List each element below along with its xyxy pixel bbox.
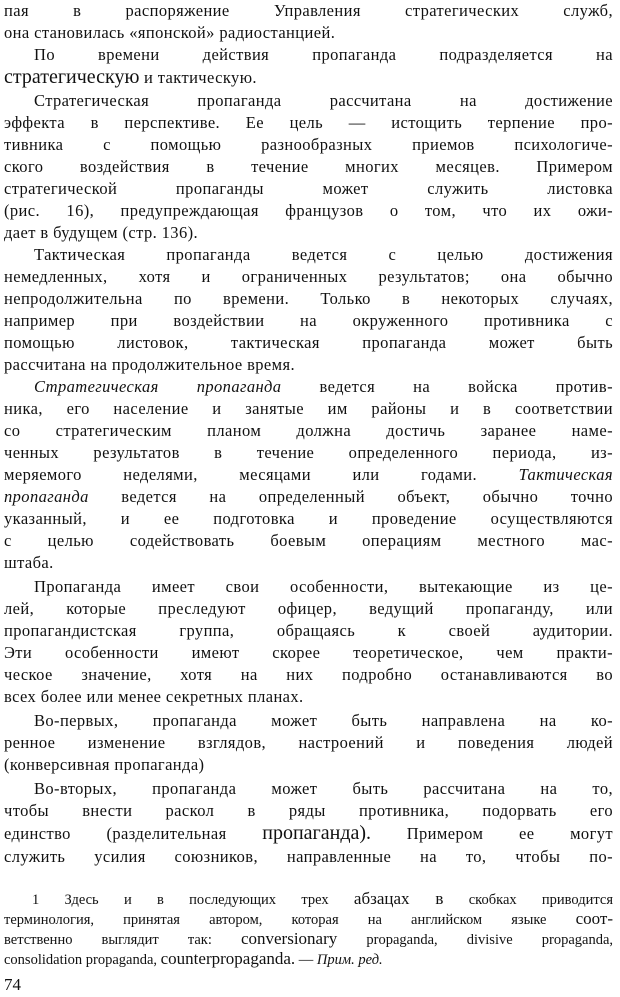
emphasized-term: стратегическую (4, 66, 140, 88)
footnote-marker: 1 (32, 892, 40, 908)
italic-term: пропаганда (4, 487, 89, 506)
text-fragment: соот- (575, 909, 613, 928)
italic-term: Тактическая (518, 465, 613, 484)
text-line: служить усилия союзников, направленные на то, чтобы по- (4, 847, 613, 866)
text-line (4, 464, 613, 486)
paragraph-start: Пропаганда имеет свои особенности, вытекающие из це- (34, 577, 613, 596)
text-line: эффекта в перспективе. Ее цель — истощить терпение про- (4, 113, 613, 132)
footnote-line (4, 909, 613, 929)
emphasized-term: пропаганда). (262, 822, 372, 844)
text-line (4, 66, 613, 88)
page-number: 74 (4, 975, 21, 994)
text-fragment: меряемого неделями, месяцами или годами. (4, 465, 478, 484)
text-line: тивника с помощью разнообразных приемов психологиче- (4, 135, 613, 154)
text-line (4, 822, 613, 844)
text-line: рассчитана на продолжительное время. (4, 355, 296, 374)
text-fragment: абзацах в (353, 889, 444, 908)
text-line: ского воздействия в течение многих месяцев. Примером (4, 157, 613, 176)
text-fragment: ведется на определенный объект, обычно точно (121, 487, 613, 506)
text-fragment: единство (разделительная (4, 824, 227, 843)
paragraph-start: Стратегическая пропаганда рассчитана на достижение (34, 91, 613, 110)
text-fragment: consolidation propaganda, (4, 952, 158, 968)
text-line: со стратегическим планом должна достичь заранее наме- (4, 421, 613, 440)
text-line: ника, его население и занятые им районы и в соответствии (4, 399, 613, 418)
text-line: с целью содействовать боевым операциям местного мас- (4, 531, 613, 550)
text-line: помощью листовок, тактическая пропаганда может быть (4, 333, 613, 352)
text-line: дает в будущем (стр. 136). (4, 223, 199, 242)
text-fragment: — (298, 952, 314, 968)
text-line: (конверсивная пропаганда) (4, 755, 205, 774)
text-fragment: Здесь и в последующих трех (64, 892, 329, 908)
editor-note: Прим. ред. (316, 952, 383, 968)
text-line: непродолжительна по времени. Только в некоторых случаях, (4, 289, 613, 308)
text-fragment: ветственно выглядит так: (4, 932, 212, 948)
text-fragment: скобках приводится (468, 892, 614, 908)
paragraph-start: По времени действия пропаганда подразделяется на (34, 45, 613, 64)
text-fragment: conversionary (240, 929, 338, 948)
text-fragment: Примером ее могут (406, 824, 613, 843)
text-line: стратегической пропаганды может служить листовка (4, 179, 613, 198)
italic-term: Стратегическая пропаганда (34, 377, 282, 396)
text-fragment: propaganda, divisive propaganda, (366, 932, 614, 948)
text-line: штаба. (4, 553, 54, 572)
paragraph-start: Во-первых, пропаганда может быть направлена на ко- (34, 711, 613, 730)
footnote-line (4, 889, 613, 909)
text-line: пая в распоряжение Управления стратегических служб, (4, 1, 613, 20)
text-fragment: ведется на войска против- (319, 377, 613, 396)
text-line: указанный, и ее подготовка и проведение осуществляются (4, 509, 613, 528)
text-line: Эти особенности имеют скорее теоретическое, чем практи- (4, 643, 613, 662)
text-line: чтобы внести раскол в ряды противника, подорвать его (4, 801, 613, 820)
text-line: она становилась «японской» радиостанцией. (4, 23, 336, 42)
footnote-line (4, 949, 594, 969)
text-line: немедленных, хотя и ограниченных результатов; она обычно (4, 267, 613, 286)
text-line: лей, которые преследуют офицер, ведущий пропаганду, или (4, 599, 613, 618)
text-line: всех более или менее секретных планах. (4, 687, 304, 706)
text-line: ческое значение, хотя на них подробно останавливаются во (4, 665, 613, 684)
text-line (4, 486, 613, 508)
text-line: например при воздействии на окруженного противника с (4, 311, 613, 330)
text-line: (рис. 16), предупреждающая французов о том, что их ожи- (4, 201, 613, 220)
text-fragment: counterpropaganda. (160, 949, 296, 968)
text-line: ренное изменение взглядов, настроений и поведения людей (4, 733, 613, 752)
text-line: пропагандистская группа, обращаясь к своей аудитории. (4, 621, 613, 640)
paragraph-start (34, 376, 613, 398)
text-fragment: терминология, принятая автором, которая на английском языке (4, 912, 547, 928)
text-fragment: и тактическую. (143, 68, 257, 87)
paragraph-start: Тактическая пропаганда ведется с целью достижения (34, 245, 613, 264)
paragraph-start: Во-вторых, пропаганда может быть рассчитана на то, (34, 779, 613, 798)
text-line: ченных результатов в течение определенного периода, из- (4, 443, 613, 462)
footnote-line (4, 929, 613, 949)
